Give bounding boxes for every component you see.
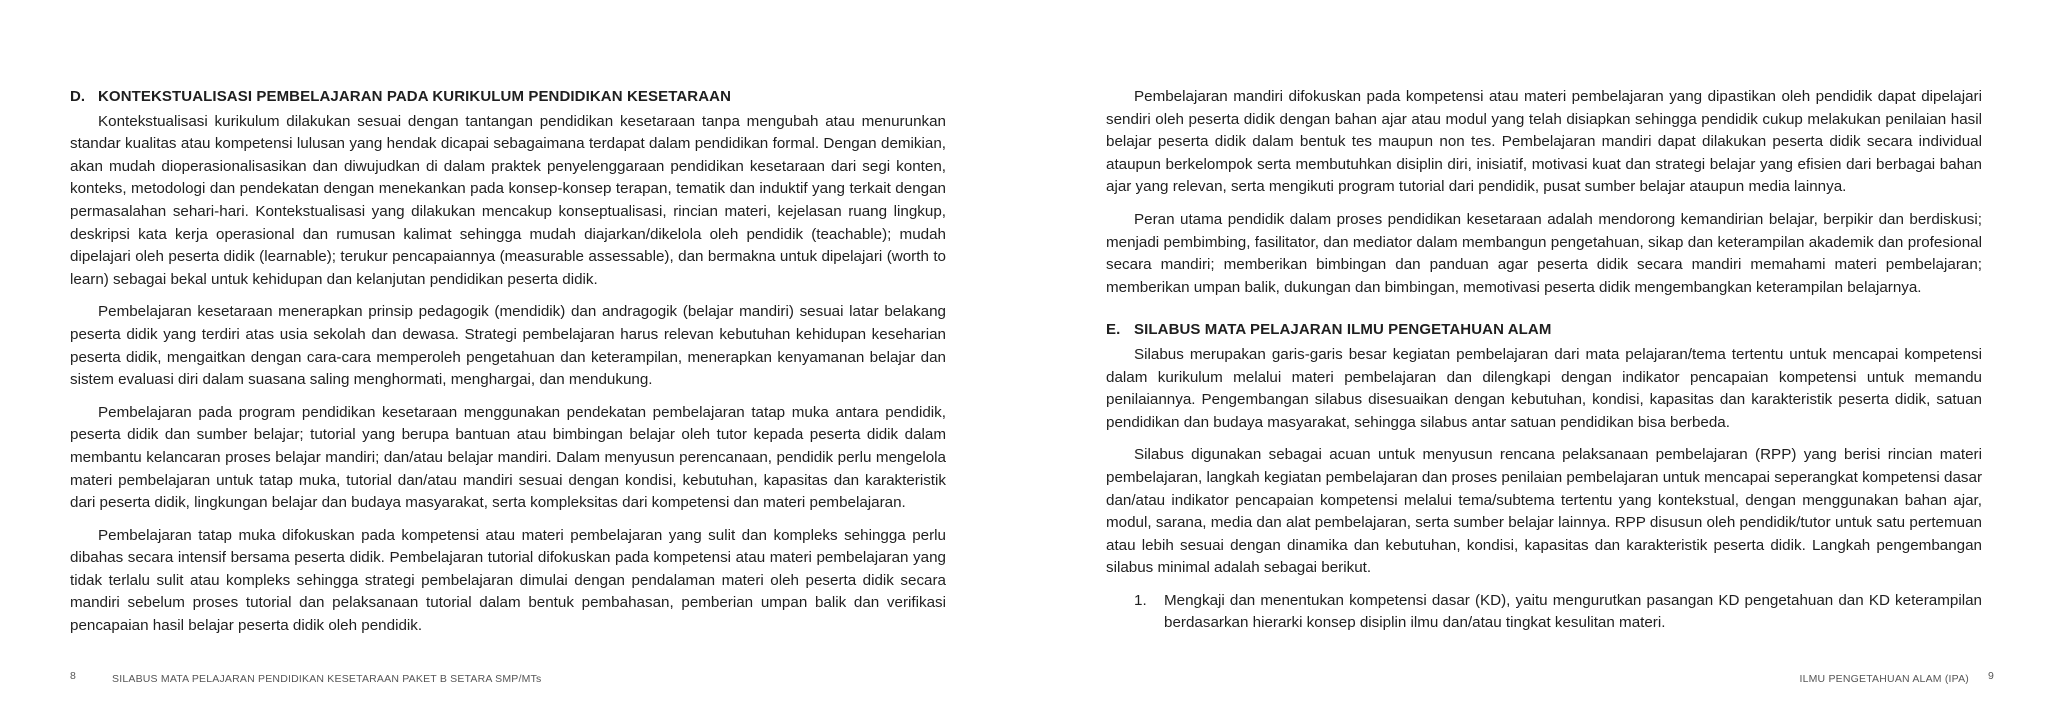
paragraph: Pembelajaran pada program pendidikan kesetaraan menggunakan pendekatan pembelajaran tatap muka antara pendidik, peserta didik dan sumber belajar; tutorial yang berupa bantuan atau bimbingan belajar oleh tutor kepada peserta didik dalam membantu kelancaran proses belajar mandiri; dan/atau belajar mandiri. Dalam menyusun perencanaan, pendidik perlu mengelola materi pembelajaran untuk tatap muka, tutorial dan/atau mandiri sesuai dengan kondisi, kebutuhan, kapasitas dan karakteristik dari peserta didik, lingkungan belajar dan budaya masyarakat, serta kompleksitas dari kompetensi dan materi pembelajaran.: [70, 403, 946, 512]
section-heading-e: [1106, 319, 1982, 342]
paragraph: Silabus merupakan garis-garis besar kegiatan pembelajaran dari mata pelajaran/tema tertentu untuk mencapai kompetensi dalam kurikulum melalui materi pembelajaran dan dilengkapi dengan indikator pencapaian kompetensi untuk memandu penilaiannya. Pengembangan silabus disesuaikan dengan kebutuhan, kondisi, kapasitas dan karakteristik peserta didik, satuan pendidikan dan budaya masyarakat, sehingga silabus antar satuan pendidikan bisa berbeda.: [1106, 345, 1982, 431]
section-letter: D.: [70, 88, 86, 105]
list-number: 1.: [1134, 591, 1147, 609]
left-page-body: [70, 86, 946, 648]
section-heading-d: [70, 86, 946, 109]
paragraph: Peran utama pendidik dalam proses pendidikan kesetaraan adalah mendorong kemandirian belajar, berpikir dan berdiskusi; menjadi pembimbing, fasilitator, dan mediator dalam membangun pengetahuan, sikap dan keterampilan akademik dan profesional secara mandiri; memberikan bimbingan dan panduan agar peserta didik secara mandiri memahami materi pembelajaran; memberikan umpan balik, dukungan dan bimbingan, memotivasi peserta didik mengembangkan keterampilan belajarnya.: [1106, 210, 1982, 296]
page-number: 9: [1987, 670, 1994, 682]
paragraph: Kontekstualisasi kurikulum dilakukan sesuai dengan tantangan pendidikan kesetaraan tanpa mengubah atau menurunkan standar kualitas atau kompetensi lulusan yang hendak dicapai sebagaimana terdapat dalam pendidikan formal. Dengan demikian, akan mudah dioperasionalisasikan dan diwujudkan di dalam praktek penyelenggaraan pendidikan kesetaraan dari segi konten, konteks, metodologi dan pendekatan dengan menekankan pada konsep-konsep terapan, tematik dan induktif yang terkait dengan permasalahan sehari-hari. Kontekstualisasi yang dilakukan mencakup konseptualisasi, rincian materi, kejelasan ruang lingkup, deskripsi kata kerja operasional dan rumusan kalimat sehingga mudah diajarkan/dikelola oleh pendidik (teachable); mudah dipelajari oleh peserta didik (learnable); terukur pencapaiannya (measurable assessable), dan bermakna untuk dipelajari (worth to learn) sebagai bekal untuk kehidupan dan kelanjutan pendidikan peserta didik.: [70, 112, 946, 288]
section-title: KONTEKSTUALISASI PEMBELAJARAN PADA KURIKULUM PENDIDIKAN KESETARAAN: [98, 88, 732, 105]
section-letter: E.: [1106, 321, 1121, 339]
section-title: SILABUS MATA PELAJARAN ILMU PENGETAHUAN ALAM: [1134, 321, 1552, 339]
paragraph: Silabus digunakan sebagai acuan untuk menyusun rencana pelaksanaan pembelajaran (RPP) yang berisi rincian materi pembelajaran, langkah kegiatan pembelajaran dan proses penilaian pembelajaran untuk mencapai seperangkat kompetensi dasar dan/atau indikator pencapaian kompetensi melalui tema/subtema tertentu yang kontekstual, dengan menggunakan bahan ajar, modul, sarana, media dan alat pembelajaran, serta sumber belajar lainnya. RPP disusun oleh pendidik/tutor untuk satu pertemuan atau lebih sesuai dengan dinamika dan kebutuhan, kondisi, kapasitas dan karakteristik peserta didik. Langkah pengembangan silabus minimal adalah sebagai berikut.: [1106, 446, 1982, 577]
paragraph: Pembelajaran mandiri difokuskan pada kompetensi atau materi pembelajaran yang dipastikan oleh pendidik dapat dipelajari sendiri oleh peserta didik dengan bahan ajar atau modul yang telah disiapkan sehingga pendidik cukup melakukan penilaian hasil belajar peserta didik dalam bentuk tes maupun non tes. Pembelajaran mandiri dapat dilakukan peserta didik secara individual ataupun berkelompok serta membutuhkan disiplin diri, inisiatif, motivasi kuat dan strategi belajar yang efisien dari berbagai bahan ajar yang relevan, serta mengikuti program tutorial dari pendidik, pusat sumber belajar ataupun media lainnya.: [1106, 88, 1982, 196]
list-item: [1106, 590, 1982, 635]
right-page-body: [1106, 86, 1982, 635]
paragraph: Pembelajaran tatap muka difokuskan pada kompetensi atau materi pembelajaran yang sulit dan kompleks sehingga perlu dibahas secara intensif bersama peserta didik. Pembelajaran tutorial difokuskan pada kompetensi atau materi pembelajaran yang tidak terlalu sulit atau kompleks sehingga strategi pembelajaran dimulai dengan pendalaman materi oleh peserta didik secara mandiri sebelum proses tutorial dan pelaksanaan tutorial dalam bentuk pembahasan, pemberian umpan balik dan verifikasi pencapaian hasil belajar peserta didik oleh pendidik.: [70, 526, 946, 635]
list-text: Mengkaji dan menentukan kompetensi dasar (KD), yaitu mengurutkan pasangan KD pengetahuan dan KD keterampilan berdasarkan hierarki konsep disiplin ilmu dan/atau tingkat kesulitan materi.: [1164, 591, 1982, 632]
paragraph: Pembelajaran kesetaraan menerapkan prinsip pedagogik (mendidik) dan andragogik (belajar mandiri) sesuai latar belakang peserta didik yang terdiri atas usia sekolah dan dewasa. Strategi pembelajaran harus relevan kebutuhan kehidupan keseharian peserta didik, mengaitkan dengan cara-cara memperoleh pengetahuan dan keterampilan, menerapkan kenyamanan belajar dan sistem evaluasi diri dalam suasana saling menghormati, menghargai, dan mendukung.: [70, 303, 946, 389]
right-page: [1024, 0, 2048, 722]
running-footer: SILABUS MATA PELAJARAN PENDIDIKAN KESETARAAN PAKET B SETARA SMP/MTs: [112, 673, 542, 685]
page-number: 8: [70, 670, 77, 682]
running-footer: ILMU PENGETAHUAN ALAM (IPA): [1799, 673, 1969, 685]
